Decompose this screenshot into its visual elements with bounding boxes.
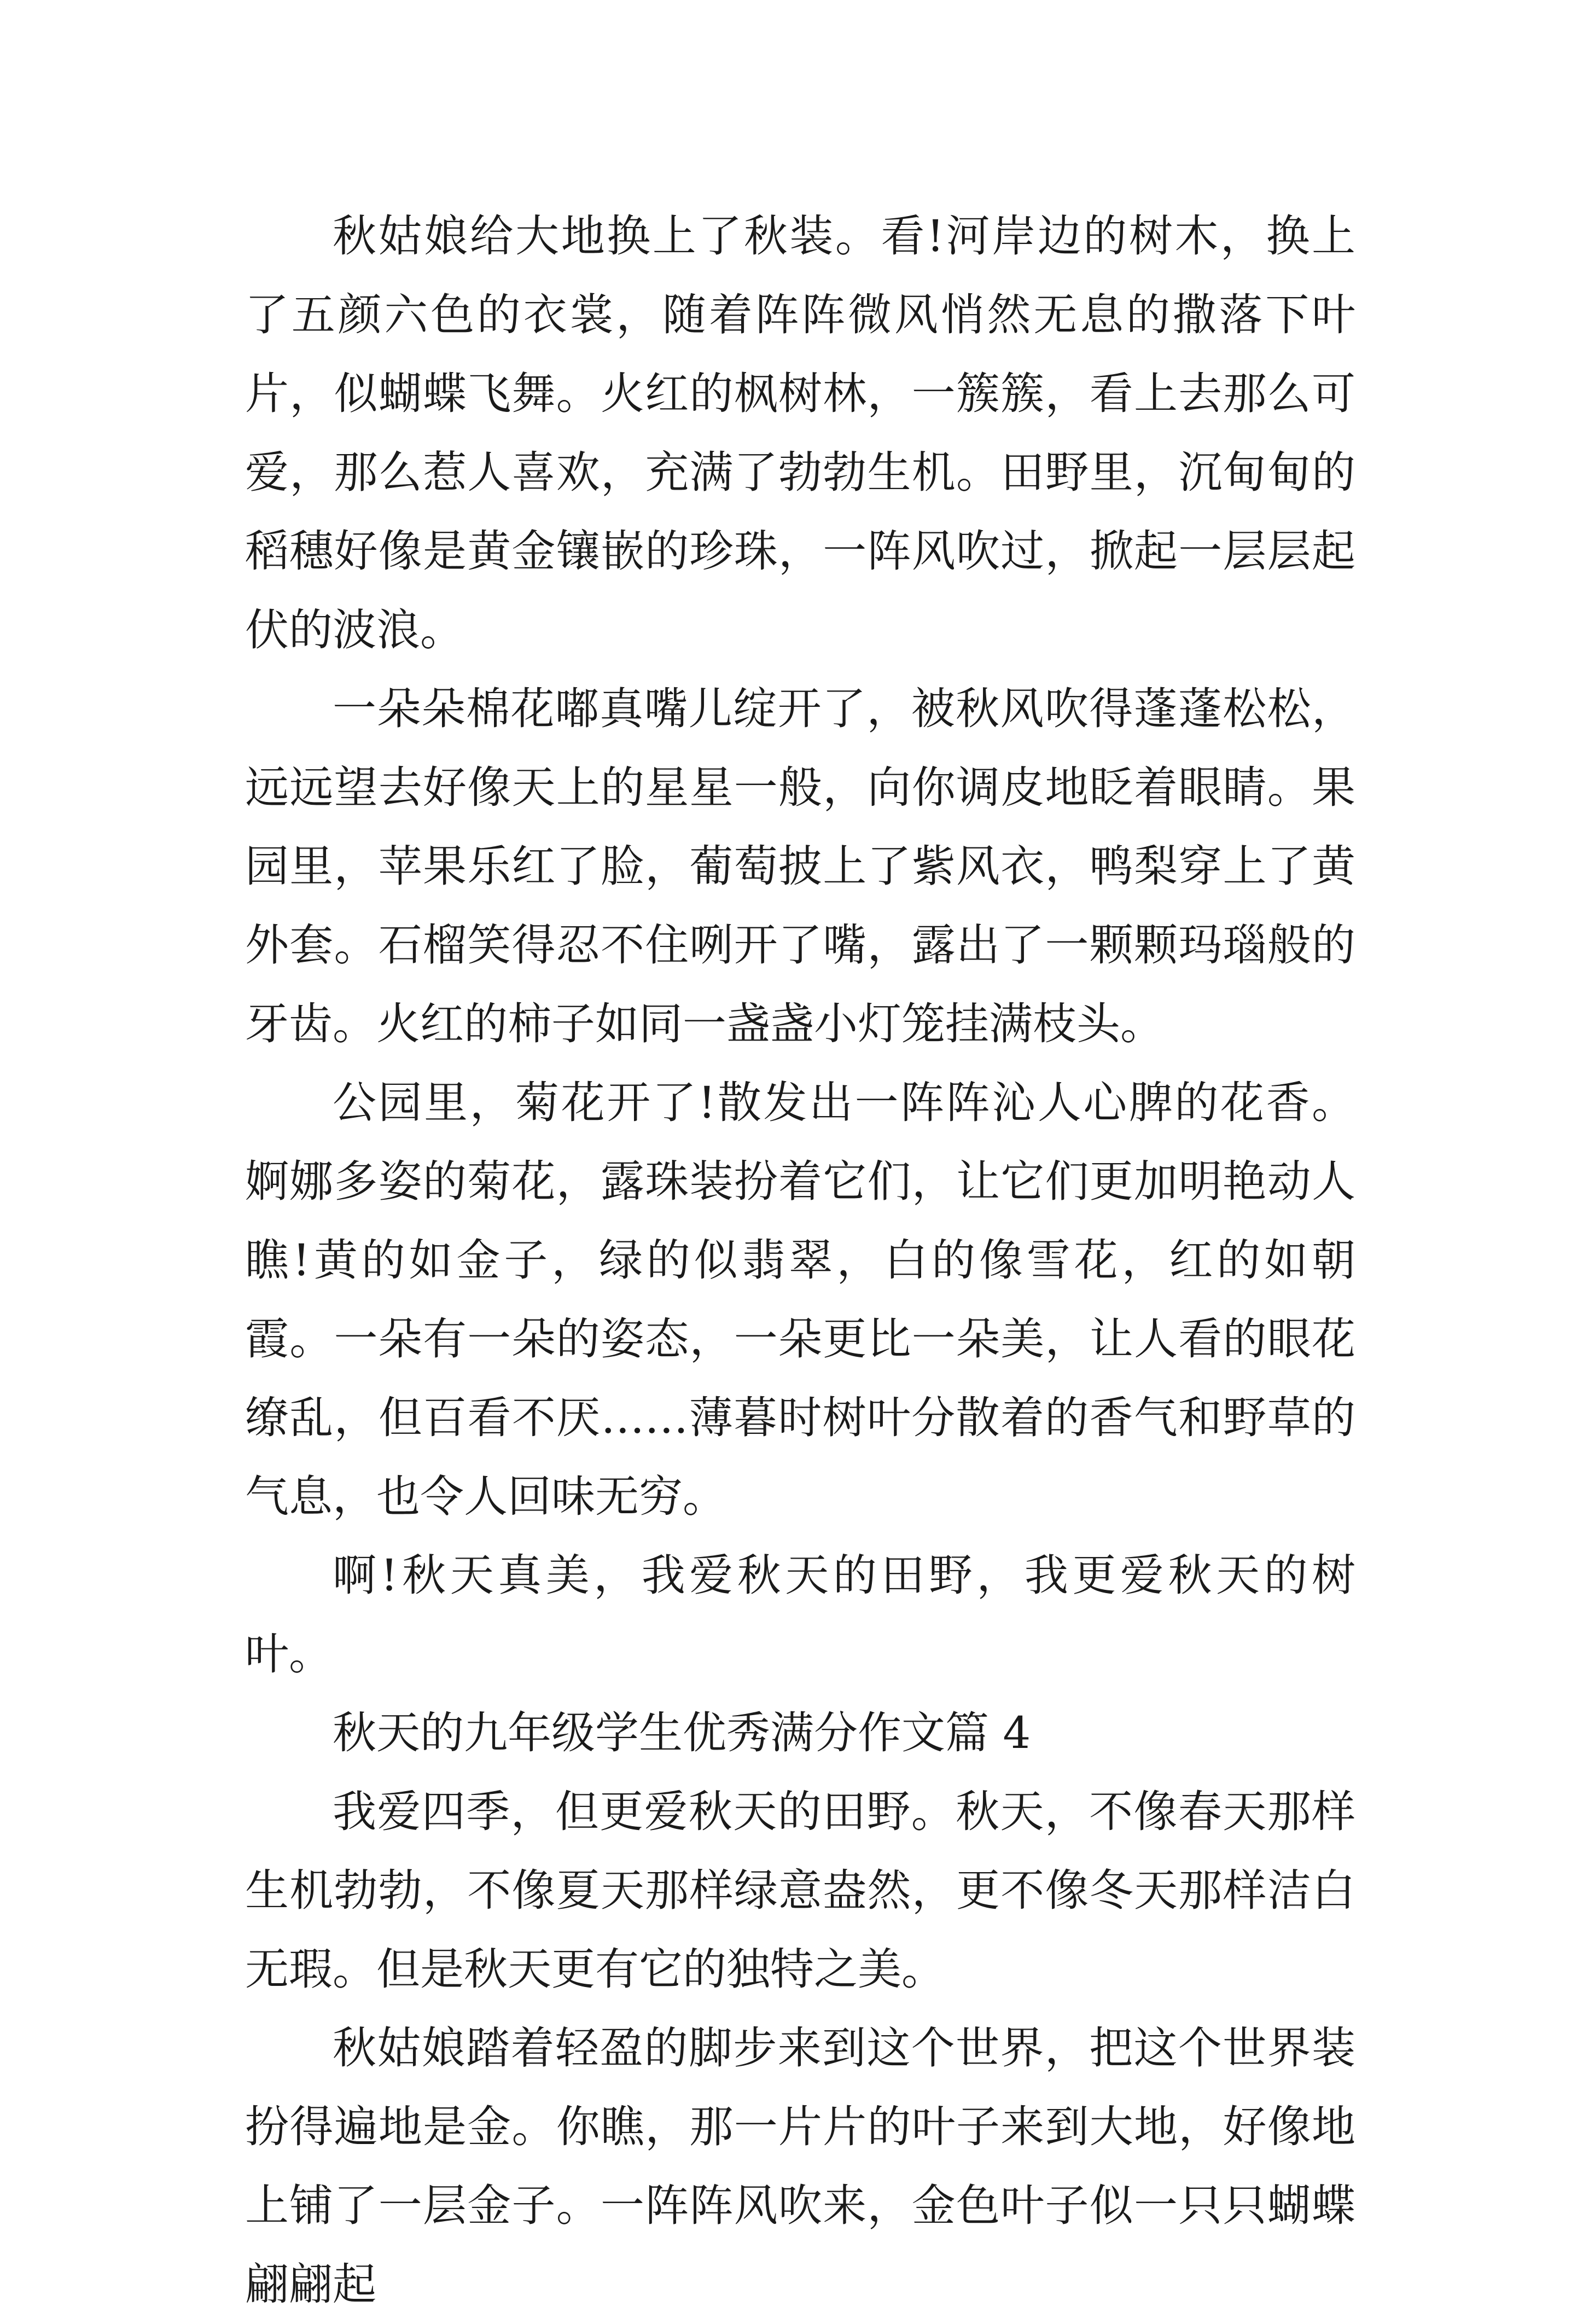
paragraph: 秋姑娘给大地换上了秋装。看!河岸边的树木，换上了五颜六色的衣裳，随着阵阵微风悄然无息的撒落下叶片，似蝴蝶飞舞。火红的枫树林，一簇簇，看上去那么可爱，那么惹人喜欢，充满了勃勃生机。田野里，沉甸甸的稻穗好像是黄金镶嵌的珍珠，一阵风吹过，掀起一层层起伏的波浪。 <box>245 211 1355 655</box>
paragraph: 我爱四季，但更爱秋天的田野。秋天，不像春天那样生机勃勃，不像夏天那样绿意盎然，更不像冬天那样洁白无瑕。但是秋天更有它的独特之美。 <box>245 1786 1355 1995</box>
paragraph: 啊!秋天真美，我爱秋天的田野，我更爱秋天的树叶。 <box>245 1550 1355 1680</box>
paragraph: 一朵朵棉花嘟真嘴儿绽开了，被秋风吹得蓬蓬松松，远远望去好像天上的星星一般，向你调皮地眨着眼睛。果园里，苹果乐红了脸，葡萄披上了紫风衣，鸭梨穿上了黄外套。石榴笑得忍不住咧开了嘴，露出了一颗颗玛瑙般的牙齿。火红的柿子如同一盏盏小灯笼挂满枝头。 <box>245 683 1355 1049</box>
paragraph: 公园里，菊花开了!散发出一阵阵沁人心脾的花香。婀娜多姿的菊花，露珠装扮着它们，让它们更加明艳动人瞧!黄的如金子，绿的似翡翠，白的像雪花，红的如朝霞。一朵有一朵的姿态，一朵更比一朵美，让人看的眼花缭乱，但百看不厌……薄暮时树叶分散着的香气和野草的气息，也令人回味无穷。 <box>245 1077 1355 1522</box>
paragraph: 秋姑娘踏着轻盈的脚步来到这个世界，把这个世界装扮得遍地是金。你瞧，那一片片的叶子来到大地，好像地上铺了一层金子。一阵阵风吹来，金色叶子似一只只蝴蝶翩翩起 <box>245 2023 1355 2310</box>
section-heading: 秋天的九年级学生优秀满分作文篇 4 <box>333 1707 1031 1758</box>
document-body <box>245 197 1355 2324</box>
